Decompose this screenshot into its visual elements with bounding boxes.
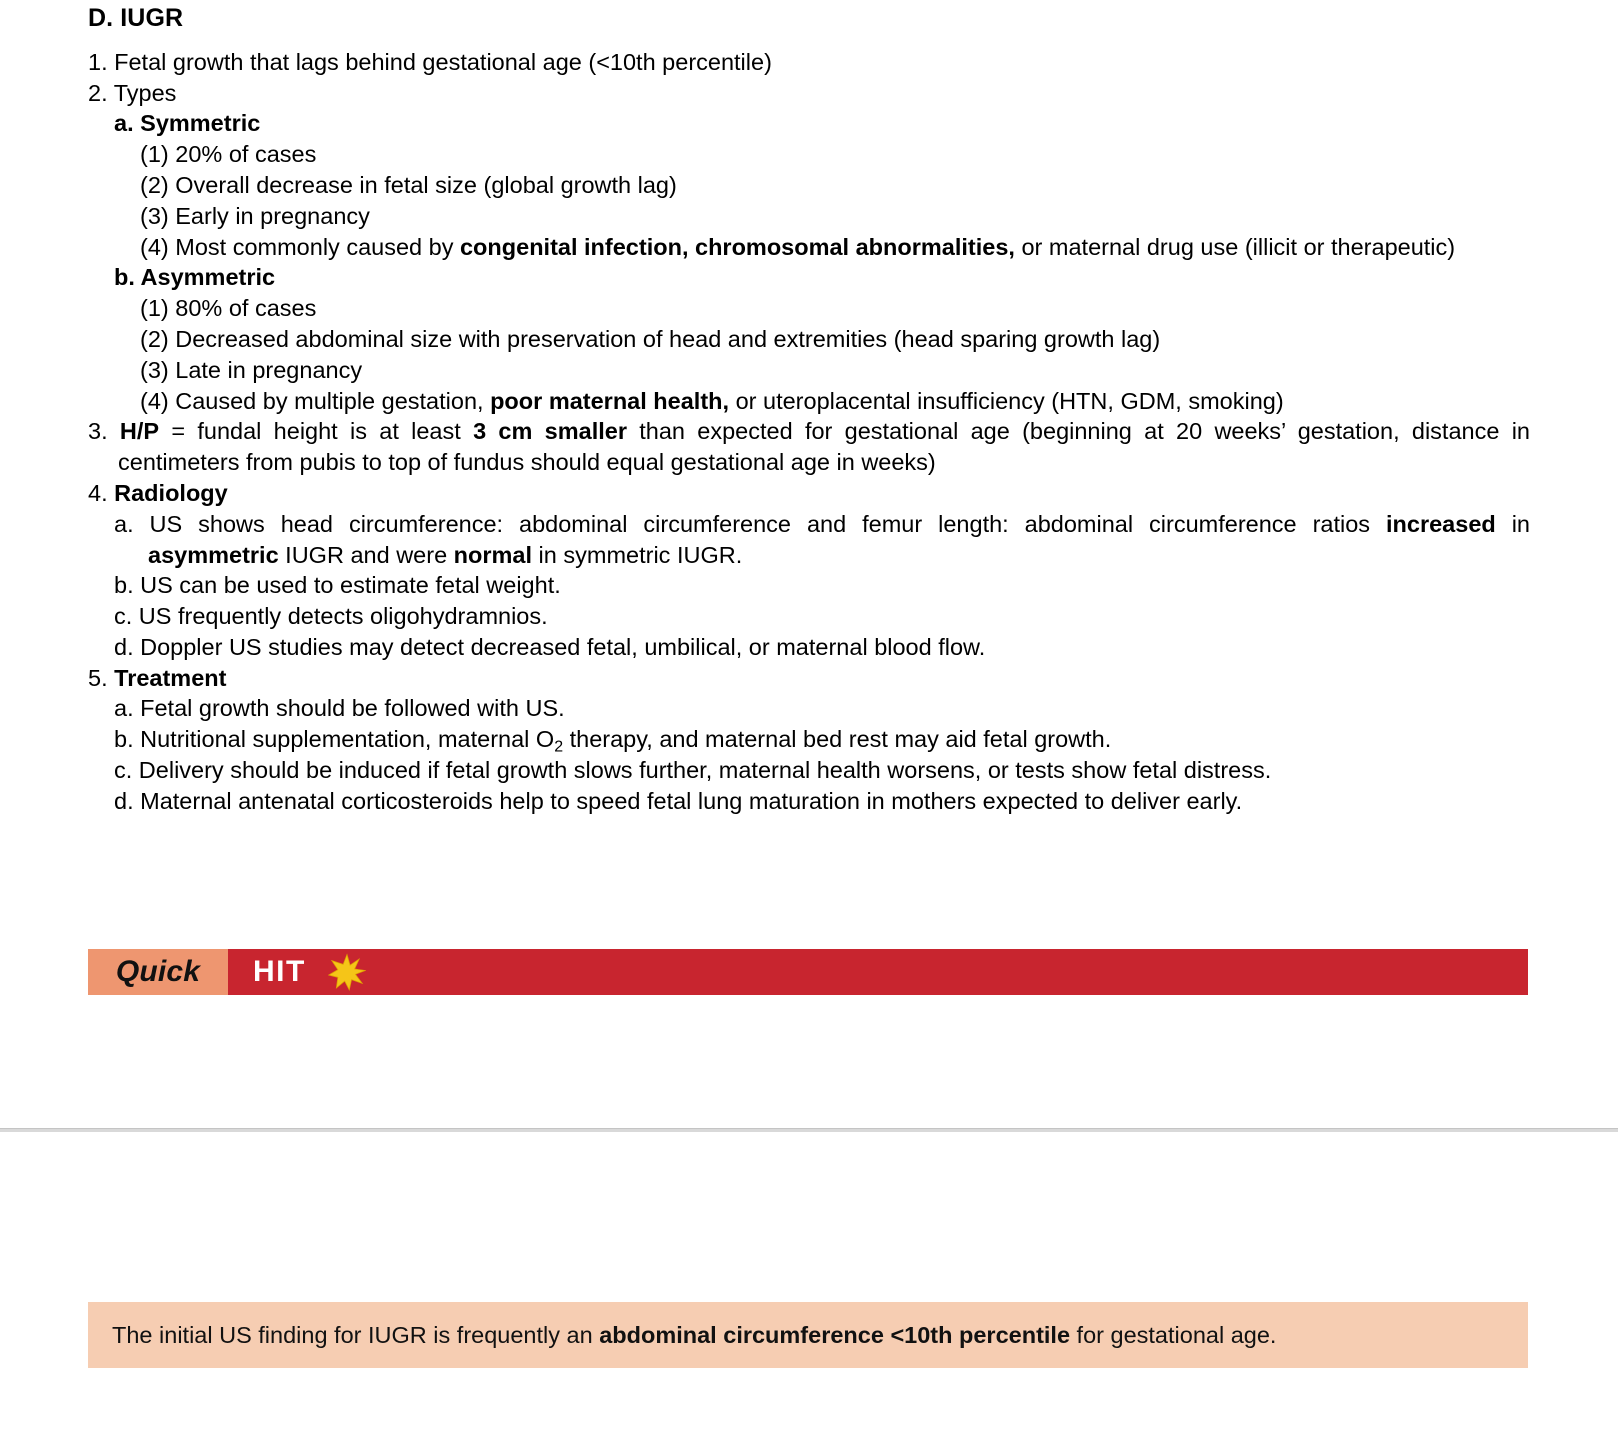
list-item-2b4: [88, 386, 1530, 417]
list-item-text-rich: a. US shows head circumference: abdominal circumference and femur length: abdominal circumference ratios increased in asymmetric IUGR and were normal in symmetric IUGR.: [114, 510, 1530, 568]
list-item-2a: [88, 108, 1530, 139]
quick-hit-quick-label: Quick: [115, 955, 201, 988]
list-item-4: [88, 478, 1530, 509]
list-item-4c: [88, 601, 1530, 632]
list-item-text: c. US frequently detects oligohydramnios.: [114, 603, 548, 630]
list-item-2a2: [88, 170, 1530, 201]
list-item-2a4: [88, 232, 1530, 263]
list-item-2b: [88, 262, 1530, 293]
list-item-text: (3) Early in pregnancy: [140, 202, 370, 229]
list-item-text: a. Fetal growth should be followed with US.: [114, 695, 565, 722]
list-item-1: [88, 47, 1530, 78]
list-item-text: c. Delivery should be induced if fetal growth slows further, maternal health worsens, or tests show fetal distress.: [114, 757, 1272, 784]
callout-box: [88, 1302, 1528, 1368]
callout-text-bold: abdominal circumference <10th percentile: [599, 1322, 1071, 1348]
list-item-5: [88, 663, 1530, 694]
list-item-text: d. Maternal antenatal corticosteroids help to speed fetal lung maturation in mothers expected to deliver early.: [114, 787, 1243, 814]
callout-text: [88, 1320, 1300, 1350]
list-item-text: (1) 80% of cases: [140, 295, 317, 322]
list-item-4d: [88, 632, 1530, 663]
list-item-5c: [88, 755, 1530, 786]
list-item-2b1: [88, 293, 1530, 324]
list-item-2b2: [88, 324, 1530, 355]
list-item-5d: [88, 786, 1530, 817]
list-item-text: b. Asymmetric: [114, 264, 276, 291]
list-item-text: 1. Fetal growth that lags behind gestational age (<10th percentile): [88, 48, 772, 75]
callout-text-before: The initial US finding for IUGR is frequently an: [112, 1322, 600, 1348]
list-item-text: (2) Overall decrease in fetal size (global growth lag): [140, 171, 677, 198]
page-title: D. IUGR: [88, 4, 184, 32]
list-item-2: [88, 78, 1530, 109]
list-item-4b: [88, 570, 1530, 601]
list-item-2a1: [88, 139, 1530, 170]
list-item-text: (2) Decreased abdominal size with preservation of head and extremities (head sparing growth lag): [140, 325, 1161, 352]
list-item-5a: [88, 693, 1530, 724]
list-item-5b: [88, 724, 1530, 755]
list-item-text: (3) Late in pregnancy: [140, 356, 363, 383]
quick-hit-hit-label: HIT: [253, 955, 306, 988]
document-content: [88, 4, 1530, 817]
list-item-4a: [88, 509, 1530, 571]
callout-text-after: for gestational age.: [1070, 1322, 1277, 1348]
list-item-text: b. US can be used to estimate fetal weight.: [114, 572, 561, 599]
list-item-3: [88, 416, 1530, 478]
list-item-text-rich: (4) Caused by multiple gestation, poor maternal health, or uteroplacental insufficiency (HTN, GDM, smoking): [140, 387, 1284, 414]
list-item-text: a. Symmetric: [114, 110, 261, 137]
list-item-text: d. Doppler US studies may detect decreased fetal, umbilical, or maternal blood flow.: [114, 633, 986, 660]
list-item-text-rich: (4) Most commonly caused by congenital infection, chromosomal abnormalities, or maternal drug use (illicit or therapeutic): [140, 233, 1456, 260]
list-item-text-sub: b. Nutritional supplementation, maternal $O_2$ therapy, and maternal bed rest may aid fetal growth.: [114, 726, 1112, 756]
list-item-text: (1) 20% of cases: [140, 141, 317, 168]
starburst-icon: [328, 953, 366, 991]
list-item-2a3: [88, 201, 1530, 232]
list-item-text-rich: 5. Treatment: [88, 664, 227, 691]
page-separator: [0, 1128, 1618, 1132]
list-item-text: 2. Types: [88, 79, 177, 106]
list-item-2b3: [88, 355, 1530, 386]
quick-hit-quick-box: [88, 949, 228, 995]
list-item-text-rich: 3. H/P = fundal height is at least 3 cm smaller than expected for gestational age (beginning at 20 weeks’ gestation, distance in centimeters from pubis to top of fundus should equal gestational age in weeks): [88, 418, 1530, 476]
list-item-text-rich: 4. Radiology: [88, 479, 228, 506]
quick-hit-banner: [88, 949, 1528, 995]
